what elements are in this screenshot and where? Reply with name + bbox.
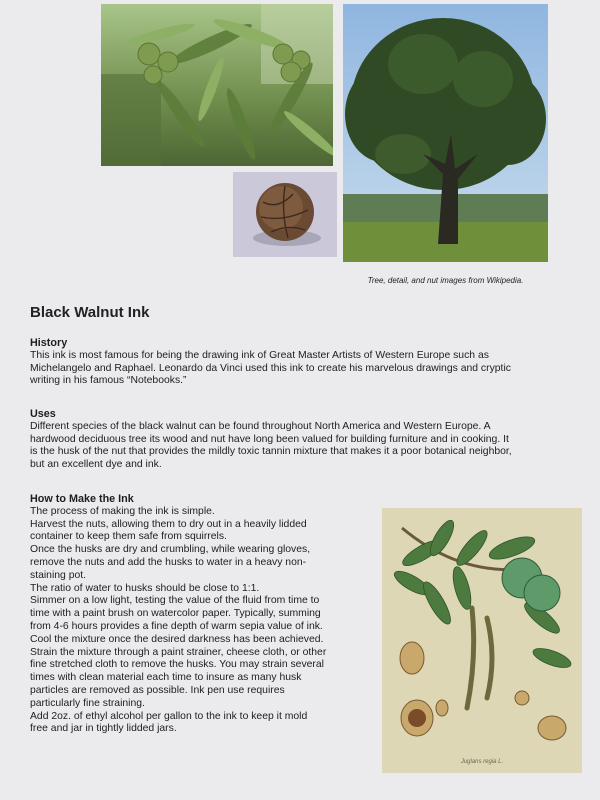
how-to-line: container to keep them safe from squirrels. [30,531,227,543]
walnut-tree-photo [343,4,548,262]
walnut-nut-photo [233,172,337,257]
how-to-line: The process of making the ink is simple. [30,505,215,517]
how-to-line: from 4-6 hours provides a fine depth of warm sepia value of ink. [30,620,323,632]
how-to-section [30,493,375,736]
history-line: This ink is most famous for being the drawing ink of Great Master Artists of Western Europe such as [30,349,489,361]
how-to-line: Cool the mixture once the desired darkness has been achieved. [30,633,324,645]
uses-line: but an excellent dye and ink. [30,459,162,471]
how-to-line: remove the nuts and add the husks to water in a heavy non- [30,556,307,568]
how-to-line: Add 2oz. of ethyl alcohol per gallon to the ink to keep it mold [30,710,308,722]
how-to-line: Simmer on a low light, testing the value of the fluid from time to [30,595,320,607]
how-to-heading: How to Make the Ink [30,493,134,505]
walnut-botanical-illustration [382,508,582,773]
page-title: Black Walnut Ink [30,304,150,321]
uses-section [30,408,580,472]
history-line: writing in his famous “Notebooks.” [30,375,187,387]
uses-heading: Uses [30,408,56,420]
history-heading: History [30,337,68,349]
how-to-line: times with clean material each time to insure as many husk [30,672,302,684]
how-to-line: free and jar in tightly lidded jars. [30,723,177,735]
how-to-line: fine stretched cloth to remove the husks. You may strain several [30,659,324,671]
how-to-line: particularly fine straining. [30,697,145,709]
plate-caption: Juglans regia L. [460,759,504,765]
how-to-line: Once the husks are dry and crumbling, while wearing gloves, [30,544,311,556]
how-to-line: particles are removed as possible. Ink pen use requires [30,684,285,696]
image-credit-caption: Tree, detail, and nut images from Wikipedia. [367,276,524,285]
uses-line: Different species of the black walnut can be found throughout North America and Western Europe. A [30,420,491,432]
history-line: Michelangelo and Raphael. Leonardo da Vinci used this ink to create his marvelous drawings and cryptic [30,362,511,374]
history-section [30,337,570,388]
how-to-line: The ratio of water to husks should be close to 1:1. [30,582,260,594]
how-to-line: staining pot. [30,569,87,581]
uses-line: hardwood deciduous tree its wood and nut have long been valued for building furniture and in cooking. It [30,433,509,445]
how-to-line: Harvest the nuts, allowing them to dry out in a heavily lidded [30,518,307,530]
how-to-line: time with a paint brush on watercolor paper. Typically, summing [30,608,321,620]
uses-line: is the husk of the nut that provides the mildly toxic tannin mixture that makes it a poor botanical neighbor, [30,446,512,458]
walnut-leaves-photo [101,4,333,166]
how-to-line: Strain the mixture through a paint strainer, cheese cloth, or other [30,646,327,658]
